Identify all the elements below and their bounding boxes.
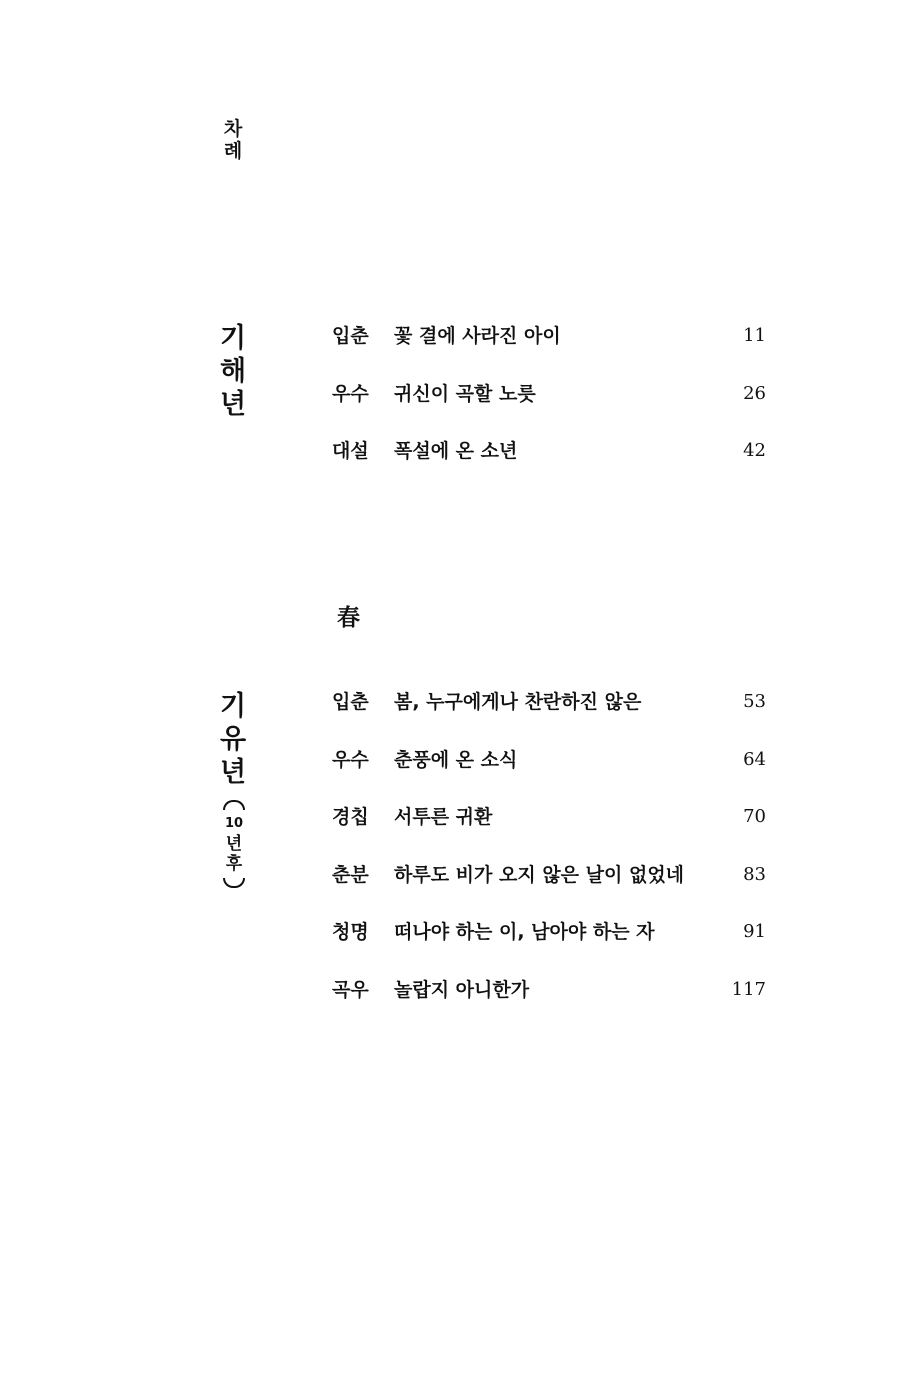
- part2-subtitle-char: 후: [225, 854, 243, 874]
- toc-entry[interactable]: [332, 803, 766, 861]
- part2-title: [218, 690, 248, 789]
- entry-page-number: 83: [743, 863, 766, 885]
- entry-page-number: 64: [743, 748, 766, 770]
- part2-subtitle: [222, 800, 246, 888]
- entry-title: 꽃 결에 사라진 아이: [394, 325, 561, 347]
- part1-entry-list: [332, 322, 766, 495]
- entry-page-number: 91: [743, 921, 766, 942]
- entry-page-number: 70: [743, 806, 766, 827]
- part2-title-char: 기: [219, 691, 247, 722]
- entry-page-number: 42: [743, 440, 766, 461]
- entry-page-number: 117: [731, 978, 766, 1000]
- entry-term: 입춘: [332, 691, 369, 713]
- part2-entry-list: [332, 688, 766, 1033]
- entry-term: 청명: [332, 921, 369, 943]
- close-parenthesis: [223, 878, 245, 888]
- part2-title-char: 년: [219, 757, 247, 788]
- part1-title-char: 기: [219, 323, 247, 354]
- entry-term: 우수: [332, 382, 369, 405]
- entry-term: 춘분: [332, 863, 369, 886]
- entry-title: 봄, 누구에게나 찬란하진 않은: [394, 691, 642, 713]
- toc-entry[interactable]: [332, 380, 766, 438]
- toc-entry[interactable]: [332, 322, 766, 380]
- entry-term: 대설: [332, 440, 369, 462]
- entry-page-number: 53: [743, 691, 766, 712]
- open-parenthesis: [223, 800, 245, 810]
- entry-title: 하루도 비가 오지 않은 날이 없었네: [394, 863, 685, 886]
- toc-entry[interactable]: [332, 688, 766, 746]
- entry-page-number: 11: [743, 325, 766, 346]
- entry-title: 폭설에 온 소년: [394, 440, 518, 462]
- entry-title: 놀랍지 아니한가: [394, 978, 530, 1001]
- part1-title-char: 년: [219, 389, 247, 420]
- entry-title: 떠나야 하는 이, 남아야 하는 자: [394, 921, 655, 943]
- toc-entry[interactable]: [332, 746, 766, 804]
- toc-entry[interactable]: [332, 976, 766, 1034]
- part2-subtitle-char: 10: [224, 816, 244, 831]
- entry-term: 입춘: [332, 325, 369, 347]
- toc-heading-char: 차: [223, 118, 243, 140]
- entry-title: 귀신이 곡할 노릇: [394, 382, 536, 405]
- entry-title: 서투른 귀환: [394, 806, 493, 828]
- entry-page-number: 26: [743, 382, 766, 404]
- part1-title-char: 해: [219, 356, 247, 387]
- part2-title-char: 유: [219, 724, 247, 755]
- entry-term: 우수: [332, 748, 369, 771]
- toc-entry[interactable]: [332, 861, 766, 919]
- entry-term: 경칩: [332, 806, 369, 828]
- toc-entry[interactable]: [332, 918, 766, 976]
- part1-title: [218, 322, 248, 421]
- entry-term: 곡우: [332, 978, 369, 1001]
- part2-subtitle-char: 년: [225, 834, 243, 854]
- season-label: 春: [337, 604, 360, 631]
- entry-title: 춘풍에 온 소식: [394, 748, 518, 771]
- toc-heading: [222, 118, 244, 162]
- toc-entry[interactable]: [332, 437, 766, 495]
- toc-heading-char: 례: [223, 140, 243, 162]
